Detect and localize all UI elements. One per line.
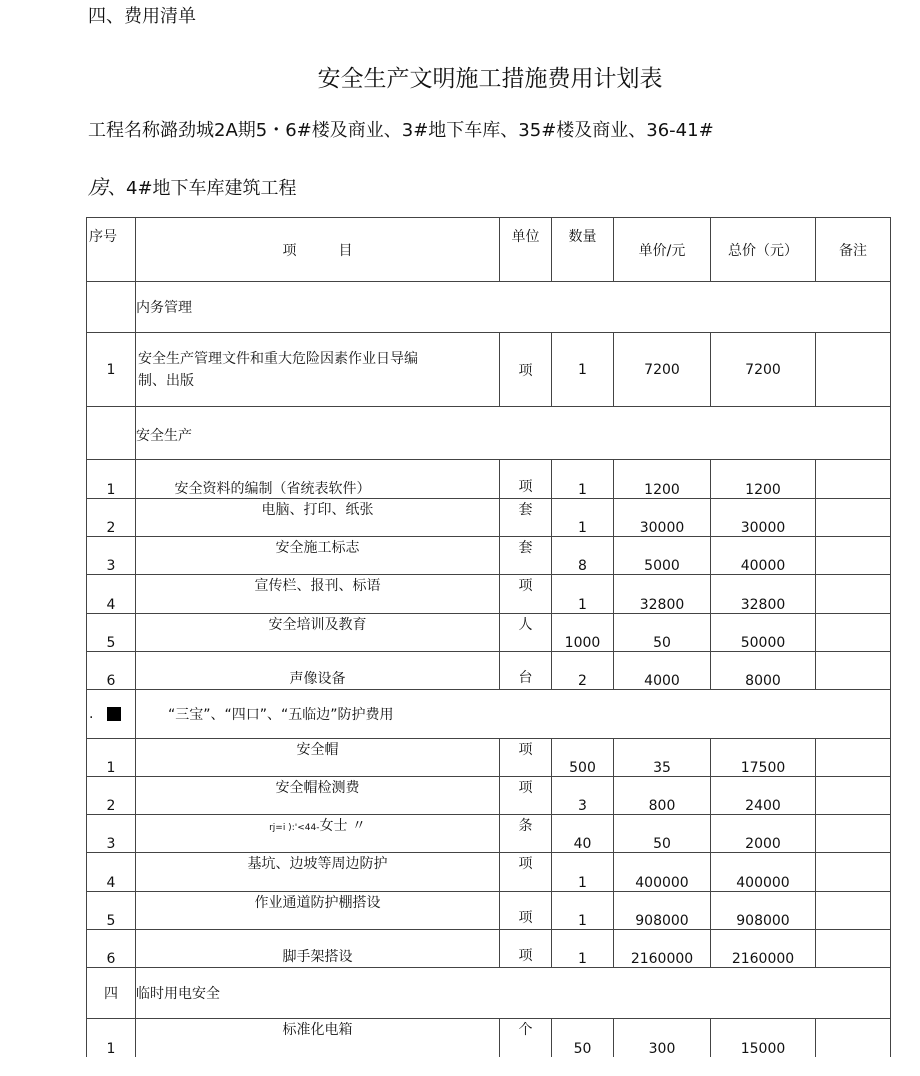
row-unit-price: 400000 [614, 853, 711, 892]
table-header-row [87, 218, 891, 282]
row-remark [816, 460, 891, 499]
row-unit: 项 [500, 930, 552, 968]
row-unit: 套 [500, 537, 552, 575]
row-item: 作业通道防护棚搭设 [136, 892, 500, 930]
row-qty: 1 [552, 853, 614, 892]
row-number: 5 [87, 892, 136, 930]
row-number: 6 [87, 652, 136, 690]
table-row [87, 499, 891, 537]
table-row [87, 1019, 891, 1057]
row-unit: 台 [500, 652, 552, 690]
table-row [87, 652, 891, 690]
row-unit-price: 32800 [614, 575, 711, 614]
category-row [87, 282, 891, 333]
row-total: 1200 [711, 460, 816, 499]
row-number: 3 [87, 815, 136, 853]
row-unit-price: 30000 [614, 499, 711, 537]
row-unit: 项 [500, 777, 552, 815]
category-number: 四 [87, 968, 136, 1019]
row-remark [816, 499, 891, 537]
row-remark [816, 652, 891, 690]
row-qty: 1 [552, 460, 614, 499]
row-unit: 套 [500, 499, 552, 537]
row-item-line1: 安全生产管理文件和重大危险因素作业日导编 [138, 350, 418, 367]
row-qty: 1 [552, 930, 614, 968]
table-row [87, 892, 891, 930]
filled-square-icon [107, 707, 121, 721]
row-remark [816, 930, 891, 968]
row-number: 1 [87, 739, 136, 777]
row-total: 7200 [711, 333, 816, 407]
row-unit-price: 300 [614, 1019, 711, 1057]
row-total: 8000 [711, 652, 816, 690]
header-unit-price: 单价/元 [614, 218, 711, 282]
document-title: 安全生产文明施工措施费用计划表 [317, 66, 663, 92]
category-number [87, 690, 136, 739]
row-unit-price: 35 [614, 739, 711, 777]
row-total: 2160000 [711, 930, 816, 968]
row-total: 2400 [711, 777, 816, 815]
row-unit-price: 908000 [614, 892, 711, 930]
row-remark [816, 739, 891, 777]
header-qty: 数量 [552, 218, 614, 282]
row-qty: 2 [552, 652, 614, 690]
row-unit-price: 1200 [614, 460, 711, 499]
row-total: 17500 [711, 739, 816, 777]
row-number: 2 [87, 499, 136, 537]
project-name-line1: 工程名称潞劲城2A期5・6#楼及商业、3#地下车库、35#楼及商业、36-41# [88, 120, 714, 141]
header-unit: 单位 [500, 218, 552, 282]
category-number-text: . [89, 706, 94, 722]
row-item-text: 女士 〃 [319, 818, 366, 834]
row-total: 30000 [711, 499, 816, 537]
row-qty: 50 [552, 1019, 614, 1057]
table-row [87, 537, 891, 575]
section-heading: 四、费用清单 [88, 6, 196, 27]
row-unit: 人 [500, 614, 552, 652]
category-name: 临时用电安全 [136, 968, 891, 1019]
row-remark [816, 815, 891, 853]
row-unit: 项 [500, 892, 552, 930]
table-row [87, 739, 891, 777]
project-name-rest: 、4#地下车库建筑工程 [108, 178, 297, 199]
row-unit: 项 [500, 460, 552, 499]
row-item: 基坑、边坡等周边防护 [136, 853, 500, 892]
row-qty: 1 [552, 892, 614, 930]
table-row [87, 853, 891, 892]
row-unit: 条 [500, 815, 552, 853]
row-qty: 500 [552, 739, 614, 777]
row-item: 安全帽检测费 [136, 777, 500, 815]
category-name: “三宝”、“四口”、“五临边”防护费用 [136, 690, 891, 739]
category-row [87, 690, 891, 739]
row-item: 安全资料的编制（省统表软件） [136, 460, 500, 499]
row-qty: 1 [552, 575, 614, 614]
row-qty: 1 [552, 499, 614, 537]
row-number: 5 [87, 614, 136, 652]
row-qty: 3 [552, 777, 614, 815]
row-qty: 1 [552, 333, 614, 407]
row-item [136, 333, 500, 407]
row-remark [816, 853, 891, 892]
table-row [87, 614, 891, 652]
row-number: 6 [87, 930, 136, 968]
row-total: 2000 [711, 815, 816, 853]
row-item: 安全施工标志 [136, 537, 500, 575]
row-item-line2: 制、出版 [138, 372, 194, 389]
row-total: 32800 [711, 575, 816, 614]
row-item: 电脑、打印、纸张 [136, 499, 500, 537]
row-number: 2 [87, 777, 136, 815]
row-unit-price: 50 [614, 614, 711, 652]
row-qty: 1000 [552, 614, 614, 652]
table-row [87, 815, 891, 853]
row-item: 宣传栏、报刊、标语 [136, 575, 500, 614]
row-number: 1 [87, 1019, 136, 1057]
row-remark [816, 575, 891, 614]
table-row [87, 777, 891, 815]
row-unit: 项 [500, 333, 552, 407]
row-unit: 项 [500, 853, 552, 892]
row-remark [816, 614, 891, 652]
table-row [87, 333, 891, 407]
row-unit-price: 7200 [614, 333, 711, 407]
row-remark [816, 1019, 891, 1057]
row-item [136, 815, 500, 853]
project-name-prefix: 房 [88, 175, 108, 199]
category-name: 安全生产 [136, 407, 891, 460]
table-row [87, 460, 891, 499]
row-total: 908000 [711, 892, 816, 930]
row-qty: 40 [552, 815, 614, 853]
row-total: 15000 [711, 1019, 816, 1057]
category-number [87, 282, 136, 333]
header-remark: 备注 [816, 218, 891, 282]
row-remark [816, 537, 891, 575]
row-unit-price: 800 [614, 777, 711, 815]
row-item: 脚手架搭设 [136, 930, 500, 968]
row-unit-price: 4000 [614, 652, 711, 690]
row-qty: 8 [552, 537, 614, 575]
row-unit-price: 50 [614, 815, 711, 853]
table-row [87, 930, 891, 968]
header-item: 项 目 [136, 218, 500, 282]
row-total: 50000 [711, 614, 816, 652]
category-name: 内务管理 [136, 282, 891, 333]
header-no: 序号 [87, 218, 136, 282]
category-number [87, 407, 136, 460]
row-number: 4 [87, 853, 136, 892]
project-name-line2 [88, 171, 297, 200]
table-row [87, 575, 891, 614]
row-item: 安全培训及教育 [136, 614, 500, 652]
row-unit-price: 5000 [614, 537, 711, 575]
category-row [87, 407, 891, 460]
row-unit: 项 [500, 575, 552, 614]
row-number: 3 [87, 537, 136, 575]
category-row [87, 968, 891, 1019]
row-unit: 项 [500, 739, 552, 777]
row-remark [816, 333, 891, 407]
row-item-garbled-text: rj=i ):'<44- [269, 823, 320, 833]
row-number: 1 [87, 460, 136, 499]
row-total: 400000 [711, 853, 816, 892]
row-number: 1 [87, 333, 136, 407]
row-item: 标准化电箱 [136, 1019, 500, 1057]
row-item: 安全帽 [136, 739, 500, 777]
row-unit: 个 [500, 1019, 552, 1057]
row-unit-price: 2160000 [614, 930, 711, 968]
row-remark [816, 777, 891, 815]
header-total: 总价（元） [711, 218, 816, 282]
row-total: 40000 [711, 537, 816, 575]
row-number: 4 [87, 575, 136, 614]
fee-table [86, 217, 891, 1057]
row-item: 声像设备 [136, 652, 500, 690]
row-remark [816, 892, 891, 930]
